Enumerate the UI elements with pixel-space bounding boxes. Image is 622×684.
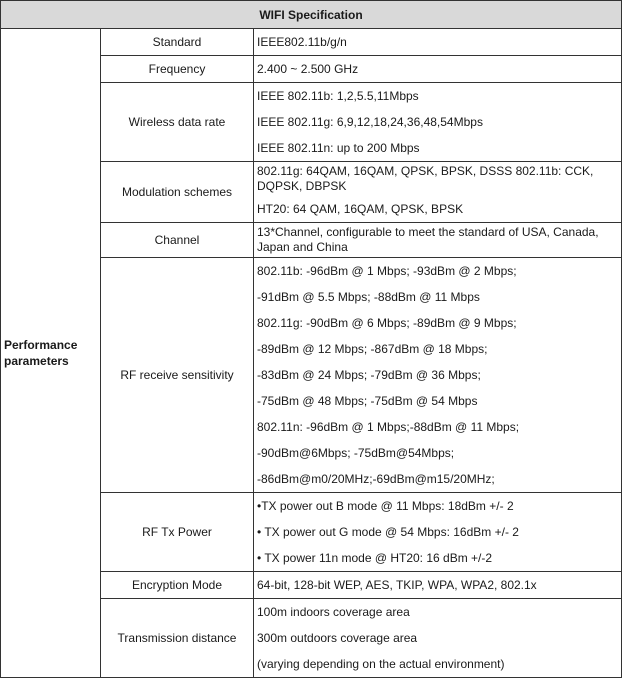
parameter-name: Standard (101, 29, 254, 56)
parameter-value (254, 572, 622, 599)
value-line: -89dBm @ 12 Mbps; -867dBm @ 18 Mbps; (257, 342, 488, 356)
value-line: -83dBm @ 24 Mbps; -79dBm @ 36 Mbps; (257, 368, 481, 382)
table-title: WIFI Specification (1, 1, 622, 29)
value-line: 13*Channel, configurable to meet the standard of USA, Canada, Japan and China (257, 225, 599, 254)
value-line: 2.400 ~ 2.500 GHz (257, 62, 359, 76)
parameter-value (254, 223, 622, 258)
value-line: • TX power out G mode @ 54 Mbps: 16dBm +/- 2 (257, 525, 519, 539)
parameter-name: Encryption Mode (101, 572, 254, 599)
parameter-value (254, 56, 622, 83)
parameter-name: RF Tx Power (101, 493, 254, 572)
value-line: 802.11b: -96dBm @ 1 Mbps; -93dBm @ 2 Mbps; (257, 264, 517, 278)
value-line: 802.11n: -96dBm @ 1 Mbps;-88dBm @ 11 Mbps; (257, 420, 520, 434)
value-line: IEEE 802.11b: 1,2,5.5,11Mbps (257, 89, 419, 103)
parameter-name: Wireless data rate (101, 83, 254, 162)
parameter-value (254, 162, 622, 223)
parameter-value (254, 29, 622, 56)
parameter-value (254, 83, 622, 162)
value-line: •TX power out B mode @ 11 Mbps: 18dBm +/- 2 (257, 499, 514, 513)
title-row (1, 1, 622, 29)
value-line: IEEE 802.11g: 6,9,12,18,24,36,48,54Mbps (257, 115, 483, 129)
value-line: 64-bit, 128-bit WEP, AES, TKIP, WPA, WPA2, 802.1x (257, 578, 537, 592)
value-line: -90dBm@6Mbps; -75dBm@54Mbps; (257, 446, 455, 460)
group-label: Performance parameters (1, 29, 101, 678)
parameter-value (254, 599, 622, 678)
value-line: 300m outdoors coverage area (257, 631, 418, 645)
parameter-name: Modulation schemes (101, 162, 254, 223)
parameter-name: Frequency (101, 56, 254, 83)
table-row (1, 29, 622, 56)
value-line: HT20: 64 QAM, 16QAM, QPSK, BPSK (257, 202, 464, 216)
parameter-value (254, 493, 622, 572)
value-line: 802.11g: -90dBm @ 6 Mbps; -89dBm @ 9 Mbps; (257, 316, 517, 330)
value-line: (varying depending on the actual environment) (257, 657, 505, 671)
parameter-name: RF receive sensitivity (101, 258, 254, 493)
parameter-name: Channel (101, 223, 254, 258)
value-line: -86dBm@m0/20MHz;-69dBm@m15/20MHz; (257, 472, 495, 486)
value-line: -75dBm @ 48 Mbps; -75dBm @ 54 Mbps (257, 394, 478, 408)
value-line: IEEE802.11b/g/n (257, 35, 347, 49)
value-line: 802.11g: 64QAM, 16QAM, QPSK, BPSK, DSSS 802.11b: CCK, DQPSK, DBPSK (257, 164, 594, 193)
value-line: IEEE 802.11n: up to 200 Mbps (257, 141, 420, 155)
value-line: 100m indoors coverage area (257, 605, 410, 619)
parameter-value (254, 258, 622, 493)
value-line: -91dBm @ 5.5 Mbps; -88dBm @ 11 Mbps (257, 290, 480, 304)
parameter-name: Transmission distance (101, 599, 254, 678)
value-line: • TX power 11n mode @ HT20: 16 dBm +/-2 (257, 551, 493, 565)
